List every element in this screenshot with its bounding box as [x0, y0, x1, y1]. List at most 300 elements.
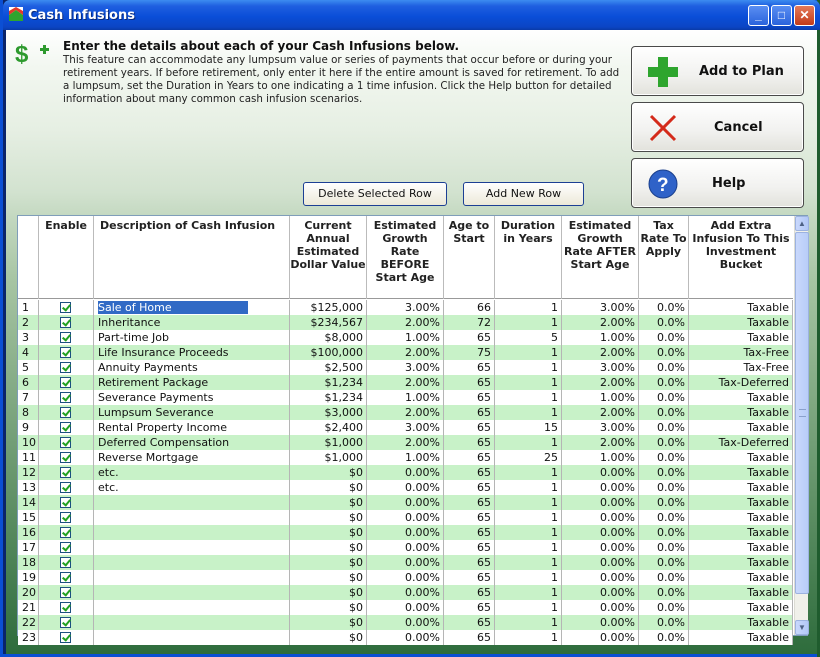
enable-cell[interactable] [39, 510, 94, 525]
dollar-value-cell[interactable]: $2,500 [290, 360, 367, 375]
description-cell[interactable]: Part-time Job [94, 330, 290, 345]
description-cell[interactable] [94, 525, 290, 540]
tax-rate-cell[interactable]: 0.0% [639, 390, 689, 405]
investment-bucket-cell[interactable]: Taxable [689, 630, 793, 645]
enable-cell[interactable] [39, 405, 94, 420]
age-to-start-cell[interactable]: 65 [444, 615, 495, 630]
tax-rate-cell[interactable]: 0.0% [639, 465, 689, 480]
tax-rate-cell[interactable]: 0.0% [639, 360, 689, 375]
description-cell[interactable] [94, 300, 290, 315]
description-cell[interactable]: Lumpsum Severance [94, 405, 290, 420]
description-cell[interactable]: Severance Payments [94, 390, 290, 405]
description-cell[interactable] [94, 495, 290, 510]
header-title: Enter the details about each of your Cash Infusions below. [63, 39, 460, 53]
enable-cell[interactable] [39, 495, 94, 510]
tax-rate-cell[interactable]: 0.0% [639, 420, 689, 435]
dollar-value-cell[interactable]: $2,400 [290, 420, 367, 435]
age-to-start-cell[interactable]: 65 [444, 525, 495, 540]
enable-checkbox[interactable] [60, 587, 71, 598]
table-row[interactable] [18, 600, 793, 615]
growth-after-cell[interactable]: 1.00% [562, 390, 639, 405]
duration-cell[interactable]: 1 [495, 510, 562, 525]
growth-before-cell[interactable]: 0.00% [367, 615, 444, 630]
title-bar[interactable] [3, 0, 820, 30]
investment-bucket-cell[interactable]: Taxable [689, 465, 793, 480]
tax-rate-cell[interactable]: 0.0% [639, 315, 689, 330]
header-duration[interactable]: Duration in Years [495, 216, 562, 299]
growth-after-cell[interactable]: 1.00% [562, 450, 639, 465]
row-number: 15 [18, 510, 39, 525]
enable-checkbox[interactable] [60, 362, 71, 373]
description-cell[interactable] [94, 555, 290, 570]
enable-checkbox[interactable] [60, 452, 71, 463]
enable-checkbox[interactable] [60, 377, 71, 388]
row-number: 10 [18, 435, 39, 450]
scroll-thumb[interactable] [795, 232, 809, 594]
duration-cell[interactable]: 1 [495, 435, 562, 450]
growth-after-cell[interactable]: 0.00% [562, 510, 639, 525]
growth-before-cell[interactable]: 3.00% [367, 360, 444, 375]
description-cell[interactable]: Retirement Package [94, 375, 290, 390]
table-row[interactable] [18, 480, 793, 495]
add-new-row-button[interactable]: Add New Row [463, 182, 584, 206]
table-row[interactable] [18, 315, 793, 330]
enable-cell[interactable] [39, 465, 94, 480]
dollar-value-cell[interactable]: $0 [290, 495, 367, 510]
tax-rate-cell[interactable]: 0.0% [639, 300, 689, 315]
duration-cell[interactable]: 1 [495, 585, 562, 600]
tax-rate-cell[interactable]: 0.0% [639, 450, 689, 465]
description-cell[interactable] [94, 570, 290, 585]
header-growth-after[interactable]: Estimated Growth Rate AFTER Start Age [562, 216, 639, 299]
scroll-up-arrow-icon[interactable]: ▲ [795, 216, 809, 231]
tax-rate-cell[interactable]: 0.0% [639, 540, 689, 555]
description-cell[interactable]: Inheritance [94, 315, 290, 330]
tax-rate-cell[interactable]: 0.0% [639, 525, 689, 540]
growth-after-cell[interactable]: 3.00% [562, 420, 639, 435]
table-row[interactable] [18, 360, 793, 375]
table-row[interactable] [18, 585, 793, 600]
tax-rate-cell[interactable]: 0.0% [639, 435, 689, 450]
dollar-value-cell[interactable]: $3,000 [290, 405, 367, 420]
growth-before-cell[interactable]: 0.00% [367, 540, 444, 555]
age-to-start-cell[interactable]: 65 [444, 555, 495, 570]
row-number: 1 [18, 300, 39, 315]
selected-description-text[interactable]: Sale of Home [98, 301, 248, 314]
dollar-value-cell[interactable]: $0 [290, 570, 367, 585]
table-row[interactable] [18, 390, 793, 405]
age-to-start-cell[interactable]: 65 [444, 420, 495, 435]
tax-rate-cell[interactable]: 0.0% [639, 510, 689, 525]
tax-rate-cell[interactable]: 0.0% [639, 375, 689, 390]
investment-bucket-cell[interactable]: Taxable [689, 315, 793, 330]
enable-checkbox[interactable] [60, 632, 71, 643]
table-row[interactable] [18, 555, 793, 570]
growth-before-cell[interactable]: 3.00% [367, 420, 444, 435]
enable-cell[interactable] [39, 360, 94, 375]
growth-before-cell[interactable]: 1.00% [367, 330, 444, 345]
description-cell[interactable]: Deferred Compensation [94, 435, 290, 450]
investment-bucket-cell[interactable]: Taxable [689, 390, 793, 405]
row-number: 8 [18, 405, 39, 420]
duration-cell[interactable]: 1 [495, 315, 562, 330]
description-cell[interactable]: Reverse Mortgage [94, 450, 290, 465]
growth-after-cell[interactable]: 2.00% [562, 315, 639, 330]
enable-checkbox[interactable] [60, 437, 71, 448]
enable-checkbox[interactable] [60, 302, 71, 313]
dollar-value-cell[interactable]: $1,234 [290, 375, 367, 390]
age-to-start-cell[interactable]: 65 [444, 435, 495, 450]
duration-cell[interactable]: 1 [495, 615, 562, 630]
enable-cell[interactable] [39, 525, 94, 540]
dollar-value-cell[interactable]: $100,000 [290, 345, 367, 360]
header-growth-before[interactable]: Estimated Growth Rate BEFORE Start Age [367, 216, 444, 299]
table-row[interactable] [18, 570, 793, 585]
investment-bucket-cell[interactable]: Tax-Deferred [689, 375, 793, 390]
investment-bucket-cell[interactable]: Taxable [689, 570, 793, 585]
vertical-scrollbar[interactable] [794, 216, 808, 635]
description-cell[interactable] [94, 600, 290, 615]
tax-rate-cell[interactable]: 0.0% [639, 570, 689, 585]
delete-selected-row-button[interactable]: Delete Selected Row [303, 182, 447, 206]
growth-after-cell[interactable]: 2.00% [562, 345, 639, 360]
growth-after-cell[interactable]: 2.00% [562, 405, 639, 420]
enable-checkbox[interactable] [60, 332, 71, 343]
description-cell[interactable]: etc. [94, 465, 290, 480]
row-number: 5 [18, 360, 39, 375]
investment-bucket-cell[interactable]: Tax-Free [689, 360, 793, 375]
growth-before-cell[interactable]: 0.00% [367, 495, 444, 510]
enable-cell[interactable] [39, 330, 94, 345]
duration-cell[interactable]: 1 [495, 555, 562, 570]
investment-bucket-cell[interactable]: Taxable [689, 555, 793, 570]
description-cell[interactable] [94, 630, 290, 645]
tax-rate-cell[interactable]: 0.0% [639, 495, 689, 510]
growth-after-cell[interactable]: 0.00% [562, 555, 639, 570]
dollar-value-cell[interactable]: $0 [290, 600, 367, 615]
tax-rate-cell[interactable]: 0.0% [639, 480, 689, 495]
investment-bucket-cell[interactable]: Tax-Deferred [689, 435, 793, 450]
growth-before-cell[interactable]: 3.00% [367, 300, 444, 315]
row-number: 14 [18, 495, 39, 510]
duration-cell[interactable]: 1 [495, 465, 562, 480]
growth-before-cell[interactable]: 2.00% [367, 315, 444, 330]
description-cell[interactable]: Life Insurance Proceeds [94, 345, 290, 360]
growth-before-cell[interactable]: 2.00% [367, 405, 444, 420]
duration-cell[interactable]: 1 [495, 300, 562, 315]
growth-before-cell[interactable]: 1.00% [367, 390, 444, 405]
header-tax-rate[interactable]: Tax Rate To Apply [639, 216, 689, 299]
duration-cell[interactable]: 1 [495, 390, 562, 405]
duration-cell[interactable]: 1 [495, 525, 562, 540]
dollar-value-cell[interactable]: $0 [290, 510, 367, 525]
table-row[interactable] [18, 540, 793, 555]
growth-before-cell[interactable]: 0.00% [367, 585, 444, 600]
duration-cell[interactable]: 1 [495, 375, 562, 390]
enable-cell[interactable] [39, 570, 94, 585]
row-number: 9 [18, 420, 39, 435]
enable-cell[interactable] [39, 615, 94, 630]
table-row[interactable] [18, 495, 793, 510]
enable-cell[interactable] [39, 375, 94, 390]
age-to-start-cell[interactable]: 65 [444, 630, 495, 645]
description-cell[interactable] [94, 510, 290, 525]
dollar-value-cell[interactable]: $0 [290, 465, 367, 480]
dollar-value-cell[interactable]: $0 [290, 480, 367, 495]
investment-bucket-cell[interactable]: Taxable [689, 615, 793, 630]
table-row[interactable] [18, 510, 793, 525]
dollar-value-cell[interactable]: $0 [290, 540, 367, 555]
dollar-value-cell[interactable]: $125,000 [290, 300, 367, 315]
duration-cell[interactable]: 1 [495, 345, 562, 360]
tax-rate-cell[interactable]: 0.0% [639, 630, 689, 645]
growth-before-cell[interactable]: 2.00% [367, 375, 444, 390]
blue-question-icon [646, 168, 680, 200]
dollar-value-cell[interactable]: $0 [290, 615, 367, 630]
row-number: 18 [18, 555, 39, 570]
age-to-start-cell[interactable]: 65 [444, 375, 495, 390]
table-row[interactable] [18, 345, 793, 360]
growth-after-cell[interactable]: 2.00% [562, 435, 639, 450]
enable-cell[interactable] [39, 300, 94, 315]
age-to-start-cell[interactable]: 65 [444, 540, 495, 555]
growth-after-cell[interactable]: 0.00% [562, 495, 639, 510]
enable-checkbox[interactable] [60, 572, 71, 583]
cash-infusions-grid[interactable] [17, 215, 808, 644]
growth-after-cell[interactable]: 3.00% [562, 300, 639, 315]
client-area [6, 30, 817, 654]
growth-after-cell[interactable]: 3.00% [562, 360, 639, 375]
enable-checkbox[interactable] [60, 602, 71, 613]
investment-bucket-cell[interactable]: Taxable [689, 525, 793, 540]
duration-cell[interactable]: 1 [495, 630, 562, 645]
enable-cell[interactable] [39, 435, 94, 450]
scroll-down-arrow-icon[interactable]: ▼ [795, 620, 809, 635]
growth-before-cell[interactable]: 0.00% [367, 630, 444, 645]
age-to-start-cell[interactable]: 65 [444, 330, 495, 345]
table-row[interactable] [18, 450, 793, 465]
tax-rate-cell[interactable]: 0.0% [639, 330, 689, 345]
row-number: 3 [18, 330, 39, 345]
growth-before-cell[interactable]: 0.00% [367, 480, 444, 495]
growth-after-cell[interactable]: 1.00% [562, 330, 639, 345]
growth-after-cell[interactable]: 0.00% [562, 600, 639, 615]
growth-before-cell[interactable]: 2.00% [367, 345, 444, 360]
enable-cell[interactable] [39, 420, 94, 435]
table-row[interactable] [18, 465, 793, 480]
dollar-value-cell[interactable]: $8,000 [290, 330, 367, 345]
investment-bucket-cell[interactable]: Taxable [689, 405, 793, 420]
header-row-number [18, 216, 39, 299]
duration-cell[interactable]: 1 [495, 495, 562, 510]
enable-checkbox[interactable] [60, 422, 71, 433]
header-description[interactable]: Description of Cash Infusion [94, 216, 290, 299]
age-to-start-cell[interactable]: 65 [444, 600, 495, 615]
growth-after-cell[interactable]: 0.00% [562, 585, 639, 600]
age-to-start-cell[interactable]: 65 [444, 450, 495, 465]
minimize-button[interactable]: _ [748, 5, 769, 26]
enable-checkbox[interactable] [60, 497, 71, 508]
enable-checkbox[interactable] [60, 617, 71, 628]
enable-checkbox[interactable] [60, 407, 71, 418]
age-to-start-cell[interactable]: 65 [444, 585, 495, 600]
growth-before-cell[interactable]: 0.00% [367, 465, 444, 480]
dollar-value-cell[interactable]: $0 [290, 525, 367, 540]
growth-before-cell[interactable]: 0.00% [367, 525, 444, 540]
enable-cell[interactable] [39, 540, 94, 555]
age-to-start-cell[interactable]: 65 [444, 390, 495, 405]
dollar-value-cell[interactable]: $0 [290, 555, 367, 570]
enable-cell[interactable] [39, 630, 94, 645]
age-to-start-cell[interactable]: 65 [444, 405, 495, 420]
row-number: 23 [18, 630, 39, 645]
growth-before-cell[interactable]: 0.00% [367, 600, 444, 615]
age-to-start-cell[interactable]: 65 [444, 570, 495, 585]
table-row[interactable] [18, 300, 793, 315]
investment-bucket-cell[interactable]: Taxable [689, 450, 793, 465]
investment-bucket-cell[interactable]: Taxable [689, 300, 793, 315]
dollar-value-cell[interactable]: $1,000 [290, 450, 367, 465]
age-to-start-cell[interactable]: 66 [444, 300, 495, 315]
growth-after-cell[interactable]: 0.00% [562, 615, 639, 630]
enable-cell[interactable] [39, 345, 94, 360]
growth-before-cell[interactable]: 0.00% [367, 510, 444, 525]
enable-checkbox[interactable] [60, 467, 71, 478]
age-to-start-cell[interactable]: 65 [444, 465, 495, 480]
duration-cell[interactable]: 1 [495, 405, 562, 420]
duration-cell[interactable]: 15 [495, 420, 562, 435]
dollar-value-cell[interactable]: $1,000 [290, 435, 367, 450]
description-cell[interactable] [94, 540, 290, 555]
duration-cell[interactable]: 1 [495, 360, 562, 375]
age-to-start-cell[interactable]: 65 [444, 360, 495, 375]
add-to-plan-button[interactable] [631, 46, 804, 96]
svg-text:?: ? [657, 175, 669, 196]
maximize-button[interactable]: □ [771, 5, 792, 26]
growth-after-cell[interactable]: 0.00% [562, 630, 639, 645]
investment-bucket-cell[interactable]: Tax-Free [689, 345, 793, 360]
help-button[interactable] [631, 158, 804, 208]
table-row[interactable] [18, 420, 793, 435]
enable-cell[interactable] [39, 315, 94, 330]
dollar-value-cell[interactable]: $1,234 [290, 390, 367, 405]
investment-bucket-cell[interactable]: Taxable [689, 540, 793, 555]
description-cell[interactable]: Rental Property Income [94, 420, 290, 435]
tax-rate-cell[interactable]: 0.0% [639, 555, 689, 570]
growth-after-cell[interactable]: 2.00% [562, 375, 639, 390]
enable-checkbox[interactable] [60, 542, 71, 553]
enable-cell[interactable] [39, 600, 94, 615]
tax-rate-cell[interactable]: 0.0% [639, 615, 689, 630]
description-cell[interactable] [94, 615, 290, 630]
duration-cell[interactable]: 1 [495, 480, 562, 495]
investment-bucket-cell[interactable]: Taxable [689, 495, 793, 510]
investment-bucket-cell[interactable]: Taxable [689, 510, 793, 525]
investment-bucket-cell[interactable]: Taxable [689, 420, 793, 435]
tax-rate-cell[interactable]: 0.0% [639, 345, 689, 360]
enable-cell[interactable] [39, 555, 94, 570]
table-row[interactable] [18, 615, 793, 630]
enable-checkbox[interactable] [60, 482, 71, 493]
description-cell[interactable]: etc. [94, 480, 290, 495]
dollar-value-cell[interactable]: $0 [290, 585, 367, 600]
table-row[interactable] [18, 525, 793, 540]
enable-checkbox[interactable] [60, 317, 71, 328]
header-age-to-start[interactable]: Age to Start [444, 216, 495, 299]
close-button[interactable]: ✕ [794, 5, 815, 26]
green-dollar-plus-icon [15, 40, 51, 66]
growth-before-cell[interactable]: 2.00% [367, 435, 444, 450]
enable-cell[interactable] [39, 585, 94, 600]
header-description: This feature can accommodate any lumpsum value or series of payments that occur before or during your retirement years. If before retirement, only enter it here if the entire amount is saved for retirement. To add a lumpsum, set the Duration in Years to one indicating a 1 time infusion. Click the Help button for detailed information about many common cash infusion scenarios. [63, 54, 620, 105]
description-cell[interactable] [94, 585, 290, 600]
header-dollar-value[interactable]: Current Annual Estimated Dollar Value [290, 216, 367, 299]
enable-checkbox[interactable] [60, 512, 71, 523]
table-row[interactable] [18, 330, 793, 345]
growth-before-cell[interactable]: 0.00% [367, 555, 444, 570]
enable-checkbox[interactable] [60, 392, 71, 403]
header-investment-bucket[interactable]: Add Extra Infusion To This Investment Bucket [692, 219, 790, 271]
duration-cell[interactable]: 5 [495, 330, 562, 345]
growth-before-cell[interactable]: 0.00% [367, 570, 444, 585]
investment-bucket-cell[interactable]: Taxable [689, 585, 793, 600]
table-row[interactable] [18, 375, 793, 390]
table-row[interactable] [18, 435, 793, 450]
enable-checkbox[interactable] [60, 557, 71, 568]
age-to-start-cell[interactable]: 72 [444, 315, 495, 330]
duration-cell[interactable]: 25 [495, 450, 562, 465]
growth-after-cell[interactable]: 0.00% [562, 480, 639, 495]
growth-after-cell[interactable]: 0.00% [562, 525, 639, 540]
duration-cell[interactable]: 1 [495, 570, 562, 585]
investment-bucket-cell[interactable]: Taxable [689, 600, 793, 615]
age-to-start-cell[interactable]: 65 [444, 480, 495, 495]
tax-rate-cell[interactable]: 0.0% [639, 600, 689, 615]
dollar-value-cell[interactable]: $0 [290, 630, 367, 645]
dollar-value-cell[interactable]: $234,567 [290, 315, 367, 330]
growth-after-cell[interactable]: 0.00% [562, 465, 639, 480]
green-plus-icon [646, 56, 680, 88]
age-to-start-cell[interactable]: 75 [444, 345, 495, 360]
row-number: 6 [18, 375, 39, 390]
investment-bucket-cell[interactable]: Taxable [689, 330, 793, 345]
cancel-button[interactable] [631, 102, 804, 152]
row-number: 20 [18, 585, 39, 600]
tax-rate-cell[interactable]: 0.0% [639, 405, 689, 420]
duration-cell[interactable]: 1 [495, 540, 562, 555]
svg-text:$: $ [15, 41, 29, 68]
enable-cell[interactable] [39, 450, 94, 465]
growth-after-cell[interactable]: 0.00% [562, 570, 639, 585]
investment-bucket-cell[interactable]: Taxable [689, 480, 793, 495]
enable-checkbox[interactable] [60, 527, 71, 538]
table-row[interactable] [18, 405, 793, 420]
table-row[interactable] [18, 630, 793, 645]
help-label: Help [712, 176, 746, 191]
age-to-start-cell[interactable]: 65 [444, 510, 495, 525]
tax-rate-cell[interactable]: 0.0% [639, 585, 689, 600]
enable-cell[interactable] [39, 390, 94, 405]
enable-cell[interactable] [39, 480, 94, 495]
description-cell[interactable]: Annuity Payments [94, 360, 290, 375]
age-to-start-cell[interactable]: 65 [444, 495, 495, 510]
growth-after-cell[interactable]: 0.00% [562, 540, 639, 555]
enable-checkbox[interactable] [60, 347, 71, 358]
row-number: 2 [18, 315, 39, 330]
growth-before-cell[interactable]: 1.00% [367, 450, 444, 465]
header-enable[interactable]: Enable [39, 216, 94, 299]
duration-cell[interactable]: 1 [495, 600, 562, 615]
